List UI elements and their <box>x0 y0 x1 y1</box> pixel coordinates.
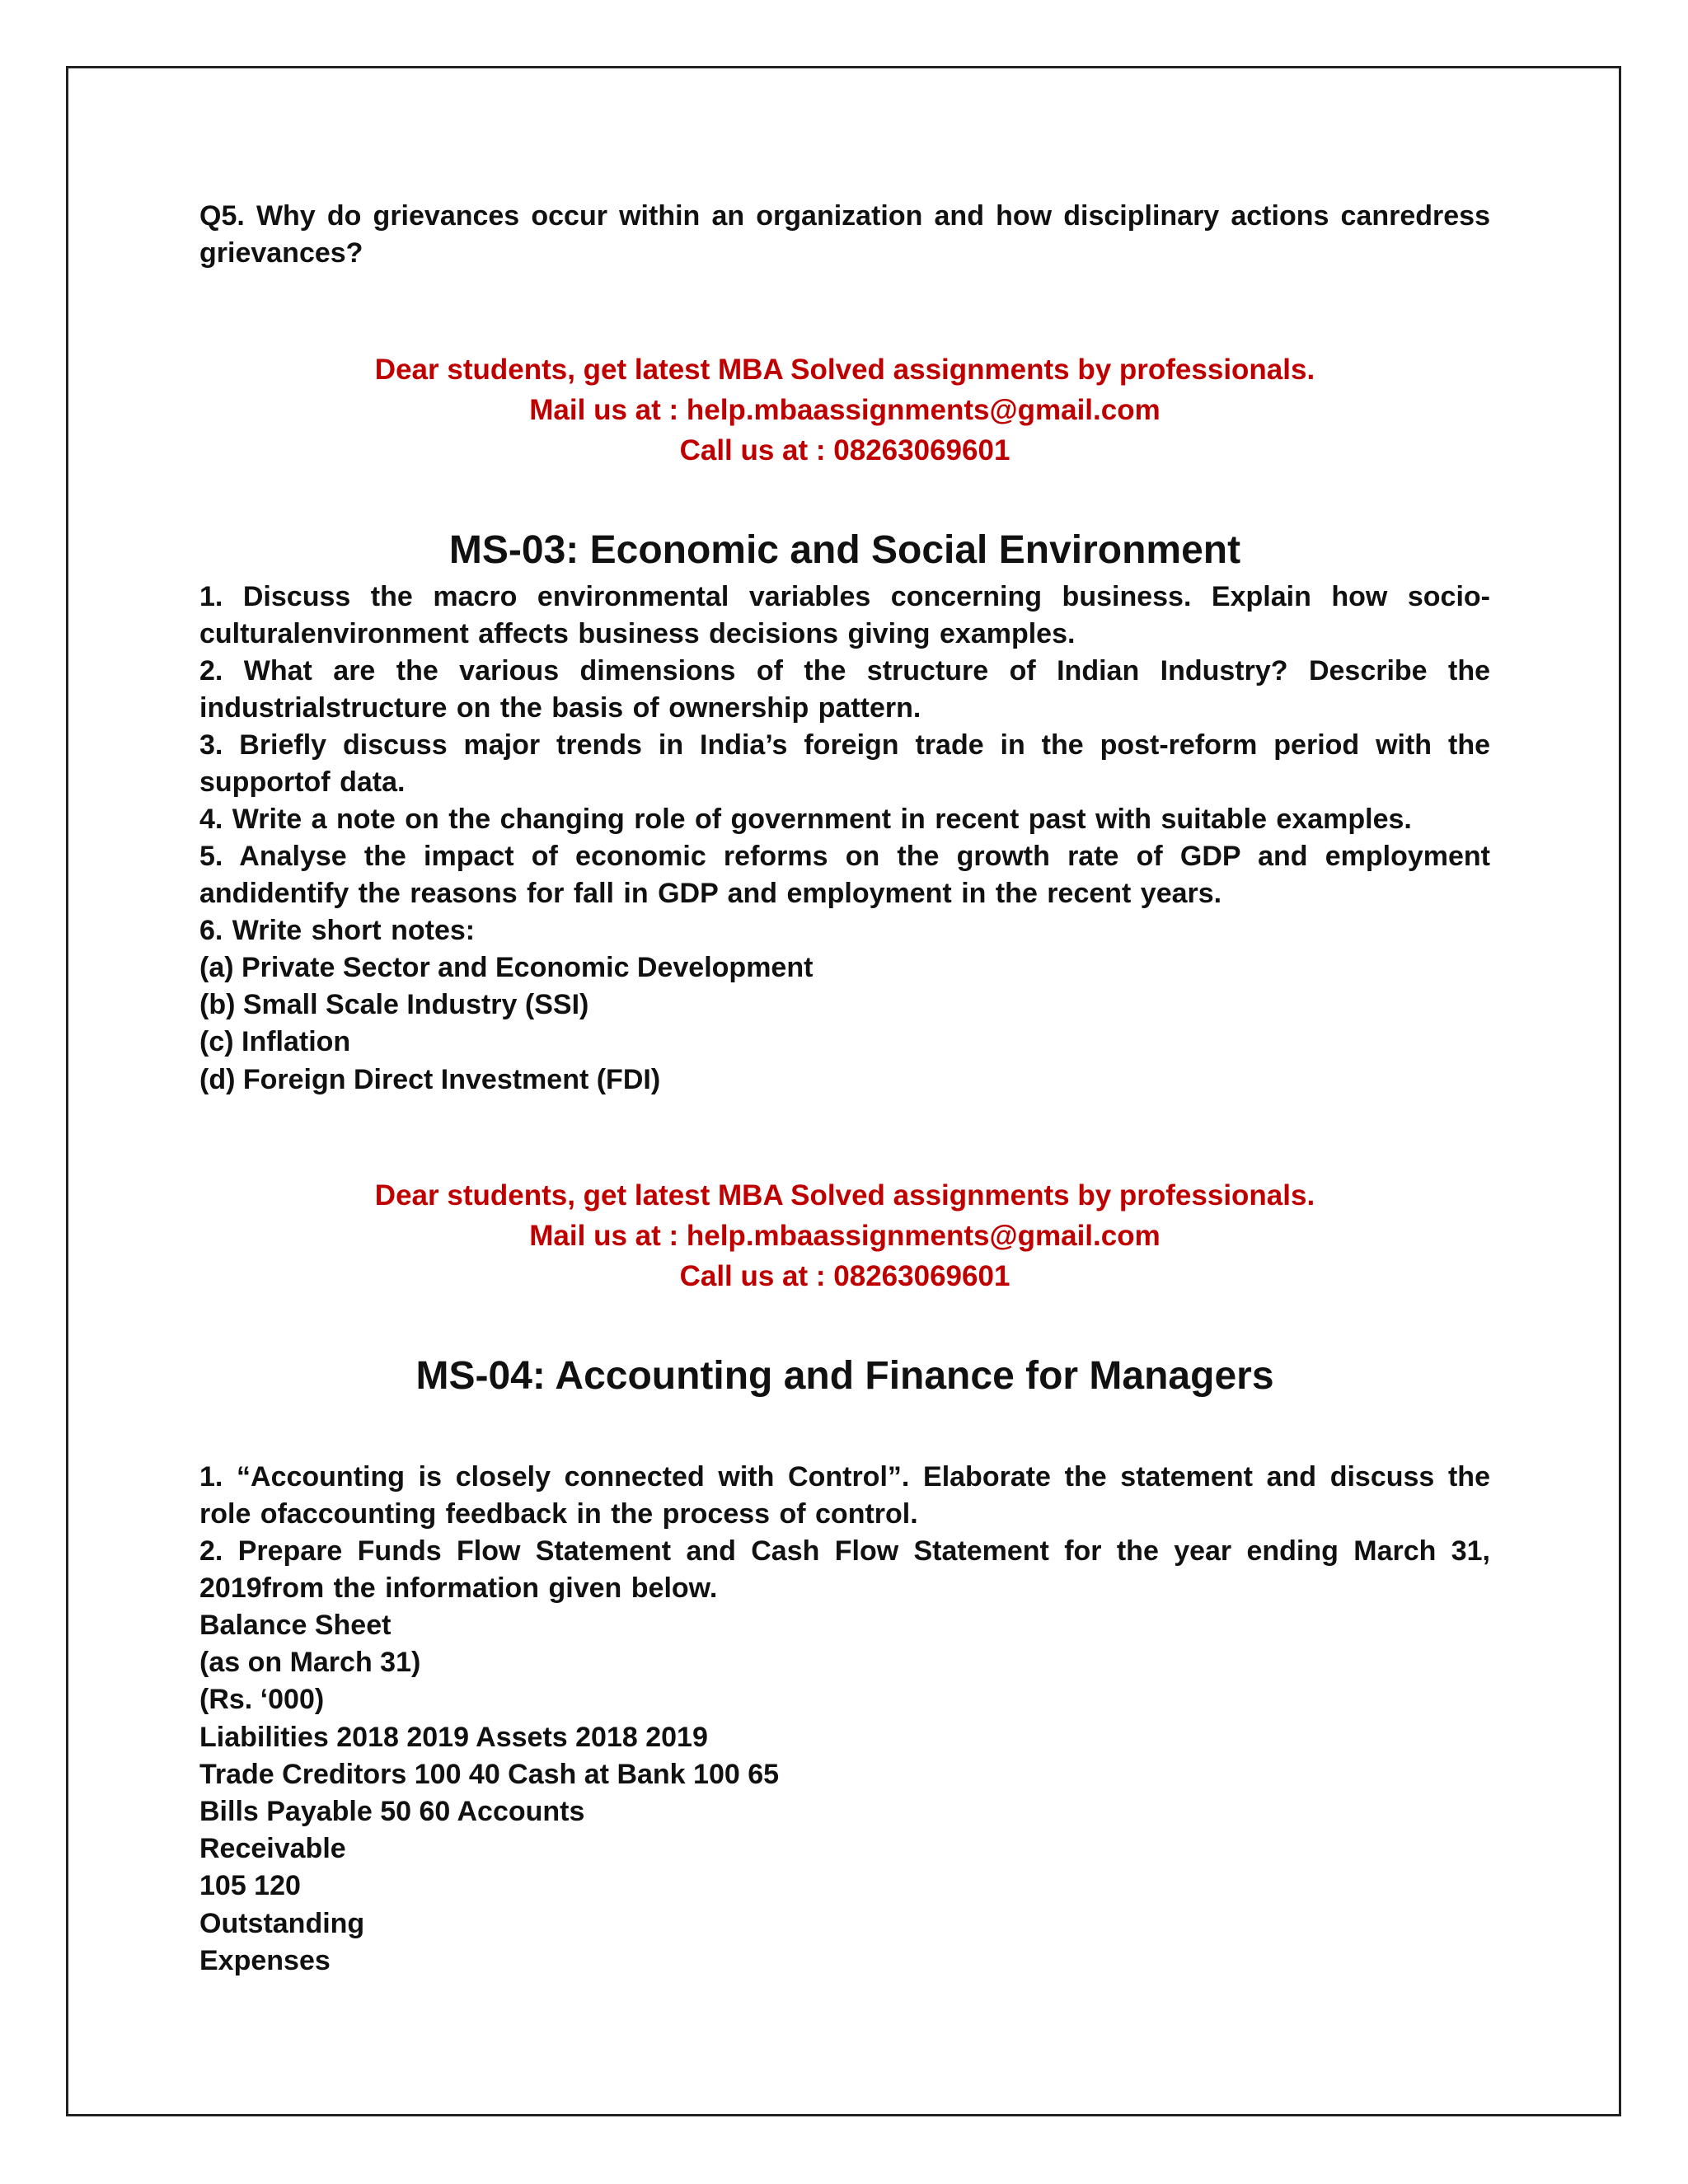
ms03-question-3: 3. Briefly discuss major trends in India’s foreign trade in the post-reform period with the supportof data. <box>199 729 1490 798</box>
balance-sheet-row: Trade Creditors 100 40 Cash at Bank 100 65 <box>199 1758 780 1790</box>
ms04-question-2: 2. Prepare Funds Flow Statement and Cash Flow Statement for the year ending March 31, 2019from the information given below. <box>199 1535 1490 1604</box>
short-note-a: (a) Private Sector and Economic Development <box>199 952 814 983</box>
ms03-questions <box>199 579 1490 1099</box>
balance-sheet-row: Receivable <box>199 1833 346 1865</box>
balance-sheet-row: Expenses <box>199 1944 331 1976</box>
balance-sheet-title: Balance Sheet <box>199 1610 392 1641</box>
q5-block <box>199 198 1490 272</box>
ms04-question-1: 1. “Accounting is closely connected with Control”. Elaborate the statement and discuss the role ofaccounting feedback in the process of control. <box>199 1461 1490 1530</box>
balance-sheet-row: Bills Payable 50 60 Accounts <box>199 1796 585 1828</box>
promo-headline: Dear students, get latest MBA Solved assignments by professionals. <box>374 1179 1315 1212</box>
balance-sheet-row: Outstanding <box>199 1907 365 1939</box>
ms03-question-4: 4. Write a note on the changing role of government in recent past with suitable examples. <box>199 804 1412 835</box>
promo-headline: Dear students, get latest MBA Solved assignments by professionals. <box>374 354 1315 386</box>
ms03-question-5: 5. Analyse the impact of economic reforms on the growth rate of GDP and employment andidentify the reasons for fall in GDP and employment in the recent years. <box>199 841 1490 909</box>
promo-phone: Call us at : 08263069601 <box>679 1260 1010 1292</box>
ms04-title: MS-04: Accounting and Finance for Managers <box>415 1354 1274 1398</box>
short-note-b: (b) Small Scale Industry (SSI) <box>199 989 589 1021</box>
balance-sheet-date: (as on March 31) <box>199 1647 421 1679</box>
balance-sheet-units: (Rs. ‘000) <box>199 1684 325 1716</box>
promo-block-2 <box>199 1175 1490 1296</box>
ms03-question-1: 1. Discuss the macro environmental variables concerning business. Explain how socio-culturalenvironment affects business decisions giving examples. <box>199 581 1490 649</box>
balance-sheet-row: 105 120 <box>199 1870 301 1902</box>
q5-question: Q5. Why do grievances occur within an organization and how disciplinary actions canredress grievances? <box>199 200 1490 269</box>
balance-sheet-header-row: Liabilities 2018 2019 Assets 2018 2019 <box>199 1721 708 1753</box>
promo-block-1 <box>199 349 1490 471</box>
promo-email: Mail us at : help.mbaassignments@gmail.com <box>529 394 1160 426</box>
ms03-title: MS-03: Economic and Social Environment <box>448 528 1241 572</box>
ms04-questions <box>199 1459 1490 1980</box>
short-note-c: (c) Inflation <box>199 1026 351 1058</box>
ms03-question-2: 2. What are the various dimensions of the structure of Indian Industry? Describe the industrialstructure on the basis of ownership pattern. <box>199 655 1490 724</box>
short-note-d: (d) Foreign Direct Investment (FDI) <box>199 1063 661 1095</box>
ms03-question-6: 6. Write short notes: <box>199 915 476 946</box>
promo-email: Mail us at : help.mbaassignments@gmail.com <box>529 1220 1160 1252</box>
promo-phone: Call us at : 08263069601 <box>679 434 1010 466</box>
